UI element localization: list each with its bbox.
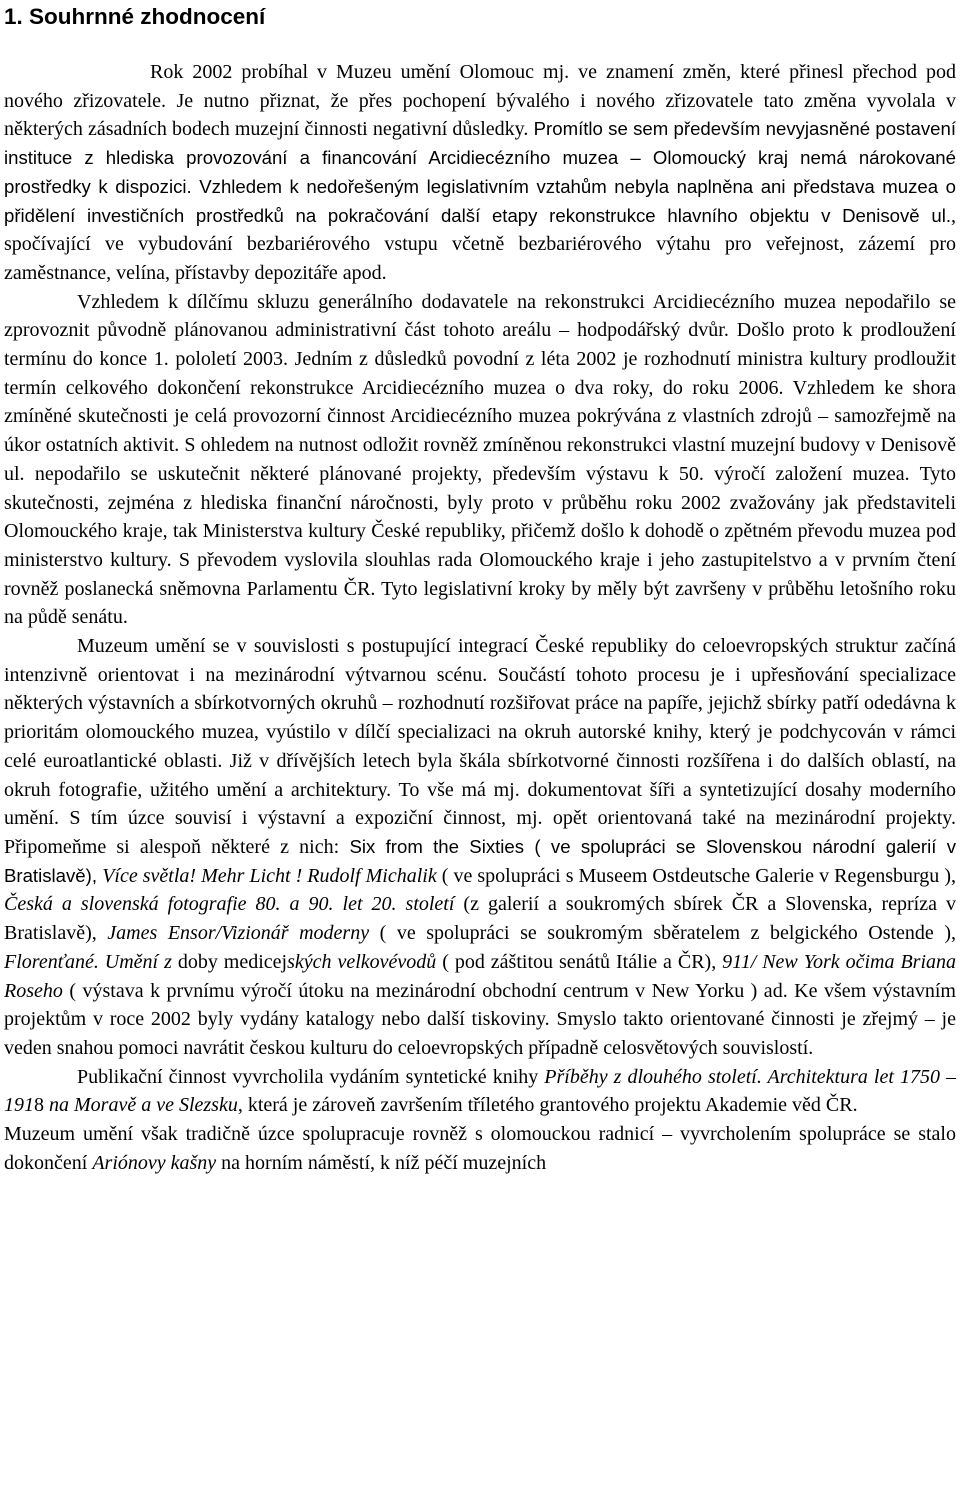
p3-italic-title-6: 911/ New York očima Briana Roseho <box>4 950 956 1002</box>
p1-sentence-2: Promítlo se sem především nevyjasněné postavení instituce z hlediska provozování a financování Arcidiecézního muzea – Olomoucký kraj nemá nárokované prostředky k dispozici. <box>4 118 956 197</box>
p3-italic-title-1: Více světla! Mehr Licht ! Rudolf Michalik <box>102 864 437 887</box>
p3-italic-title-2: Česká a slovenská fotografie 80. a 90. let 20. století <box>4 893 455 916</box>
spacer <box>4 32 956 58</box>
p1-sentence-3: Vzhledem k nedořešeným legislativním vztahům nebyla naplněna ani představa muzea o přidělení investičních prostředků na pokračování další etapy rekonstrukce hlavního objektu v Denisově ul. <box>4 175 957 226</box>
p3-text-7: ( pod záštitou senátů Itálie a ČR), <box>436 950 723 973</box>
section-heading: 1. Souhrnné zhodnocení <box>4 4 266 29</box>
p3-text-3: ( ve spolupráci s Museem Ostdeutsche Galerie v Regensburgu ), <box>436 864 956 887</box>
p5-italic-title-1: Ariónovy kašny <box>92 1151 217 1174</box>
p1-sentence-4: , spočívající ve vybudování bezbariérového vstupu včetně bezbariérového výtahu pro veřejnost, zázemí pro zaměstnance, velína, přístavby depozitáře apod. <box>4 204 956 284</box>
p3-text-4: (z galerií a soukromých sbírek ČR a Slovenska, repríza v Bratislavě), <box>4 893 956 945</box>
paragraph-2: Vzhledem k dílčímu skluzu generálního dodavatele na rekonstrukci Arcidiecézního muzea nepodařilo se zprovoznit původně plánovanou administrativní část tohoto areálu – hodpodářský dvůr. Došlo proto k prodloužení termínu do konce 1. pololetí 2003. Jedním z důsledků povodní z léta 2002 je rozhodnutí ministra kultury prodloužit termín celkového dokončení rekonstrukce Arcidiecézního muzea o dva roky, do roku 2006. Vzhledem ke shora zmíněné skutečnosti je celá provozorní činnost Arcidiecézního muzea pokrývána z vlastních zdrojů – samozřejmě na úkor ostatních aktivit. S ohledem na nutnost odložit rovněž zmíněnou rekonstrukci vlastní muzejní budovy v Denisově ul. nepodařilo se uskutečnit některé plánované projekty, především výstavu k 50. výročí založení muzea. Tyto skutečnosti, zejména z hlediska finanční náročnosti, byly proto v průběhu roku 2002 zvažovány jak představiteli Olomouckého kraje, tak Ministerstva kultury České republiky, přičemž došlo k dohodě o zpětném převodu muzea pod ministerstvo kultury. S převodem vyslovila slouhlas rada Olomouckého kraje i jeho zastupitelstvo a v prvním čtení rovněž poslanecká sněmovna Parlamentu ČR. Tyto legislativní kroky by měly být završeny v průběhu letošního roku na půdě senátu. <box>4 290 956 629</box>
p3-italic-title-4: Florenťané. Umění z <box>4 950 172 973</box>
p3-text-2: Six from the Sixties ( ve spolupráci se Slovenskou národní galerií v Bratislavě), <box>4 835 956 886</box>
p3-text-8: ( výstava k prvnímu výročí útoku na mezinárodní obchodní centrum v New Yorku ) ad. Ke všem výstavním projektům v roce 2002 byly vydány katalogy nebo další tiskoviny. Smyslo takto orientované činnosti je zřejmý – je veden snahou pomoci navrátit českou kulturu do celoevropských případně celosvětových souvislostí. <box>4 979 956 1059</box>
p3-italic-title-5: ských velkovévodů <box>287 950 437 973</box>
p4-text-2: 8 <box>34 1094 49 1117</box>
p3-text-6: doby medicej <box>171 950 288 973</box>
paragraph-5 <box>4 1120 956 1177</box>
p1-sentence-1: Rok 2002 probíhal v Muzeu umění Olomouc mj. ve znamení změn, které přinesl přechod pod nového zřizovatele. Je nutno přiznat, že přes pochopení bývalého i nového zřizovatele tato změna vyvolala v některých zásadních bodech muzejní činnosti negativní důsledky. <box>4 61 956 141</box>
p5-text-2: na horním náměstí, k níž péčí muzejních <box>216 1151 547 1174</box>
p3-italic-title-3: James Ensor/Vizionář moderny <box>107 922 370 945</box>
p3-text-1: Muzeum umění se v souvislosti s postupující integrací České republiky do celoevropských struktur začíná intenzivně orientovat i na mezinárodní výtvarnou scénu. Součástí tohoto procesu je i upřesňování specializace některých výstavních a sbírkotvorných okruhů – rozhodnutí rozšiřovat práce na papíře, jejichž sbírky patří odedávna k prioritám olomouckého muzea, vyústilo v dílčí specializaci na okruh autorské knihy, který je podchycován v rámci celé euroatlantické oblasti. Již v dřívějších letech byla škála sbírkotvorné činnosti rozšířena i do dalších oblastí, na okruh fotografie, užitého umění a architektury. To vše má mj. dokumentovat šíři a syntetizující dosahy moderního umění. S tím úzce souvisí i výstavní a expoziční činnost, mj. opět orientovaná také na mezinárodní projekty. Připomeňme si alespoň některé z nich: <box>4 635 956 858</box>
p4-text-1: Publikační činnost vyvrcholila vydáním syntetické knihy <box>77 1065 545 1088</box>
p4-italic-title-2: na Moravě a ve Slezsku <box>49 1094 238 1117</box>
p4-text-3: , která je zároveň završením tříletého grantového projektu Akademie věd ČR. <box>237 1094 858 1117</box>
p3-text-5: ( ve spolupráci se soukromým sběratelem z belgického Ostende ), <box>369 922 956 945</box>
p5-text-1: Muzeum umění však tradičně úzce spolupracuje rovněž s olomouckou radnicí – vyvrcholením spolupráce se stalo dokončení <box>4 1123 956 1174</box>
paragraph-3 <box>4 632 956 1063</box>
p4-italic-title-1: Příběhy z dlouhého století. Architektura let 1750 – 191 <box>4 1065 956 1117</box>
paragraph-1 <box>4 58 956 288</box>
paragraph-4 <box>4 1063 956 1120</box>
